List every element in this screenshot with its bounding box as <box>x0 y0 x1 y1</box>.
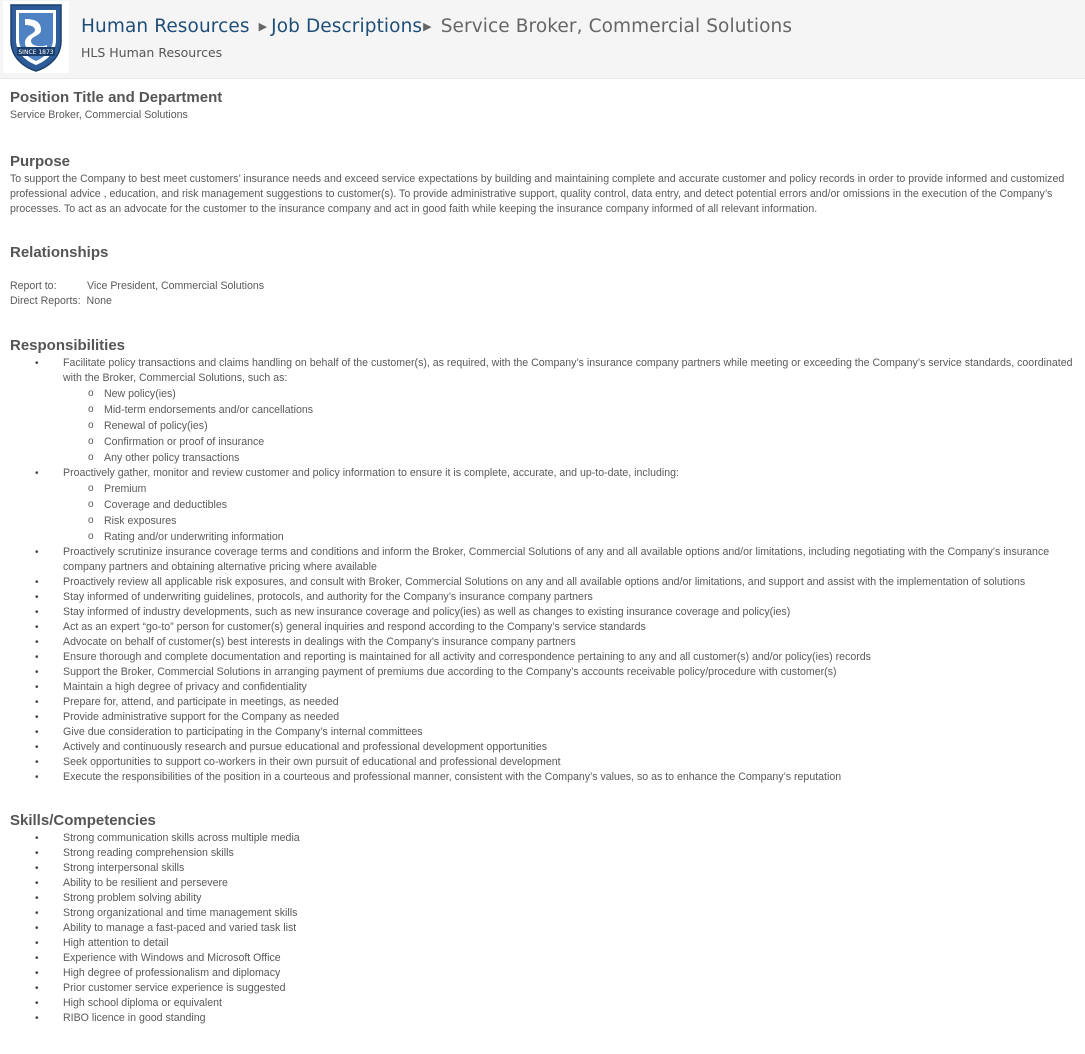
bullet-icon: • <box>35 893 39 904</box>
responsibility-text: Actively and continuously research and pursue educational and professional development opportunities <box>63 741 548 753</box>
responsibility-sublist <box>63 386 1082 466</box>
sub-bullet-icon: o <box>88 436 94 447</box>
bullet-icon: • <box>35 833 39 844</box>
bullet-icon: • <box>35 637 39 648</box>
skill-text: Experience with Windows and Microsoft Office <box>63 952 281 964</box>
responsibility-text: Proactively review all applicable risk exposures, and consult with Broker, Commercial Solutions on any and all available options and/or limitations, and support and assist with the implementation of solutions <box>63 576 1026 588</box>
skill-text: Prior customer service experience is suggested <box>63 982 286 994</box>
bullet-icon: • <box>35 878 39 889</box>
relationships-section-title: Relationships <box>10 244 109 261</box>
responsibility-item <box>10 466 1082 545</box>
direct-reports-row <box>10 294 1082 309</box>
responsibility-item <box>10 545 1082 575</box>
responsibilities-section-title: Responsibilities <box>10 337 126 354</box>
bullet-icon: • <box>35 953 39 964</box>
skill-text: Strong problem solving ability <box>63 892 202 904</box>
bullet-icon: • <box>35 938 39 949</box>
company-logo[interactable] <box>3 1 69 73</box>
responsibility-subitem-text: Confirmation or proof of insurance <box>104 436 265 448</box>
skill-item <box>10 1011 1082 1026</box>
responsibility-item <box>10 755 1082 770</box>
responsibility-item <box>10 665 1082 680</box>
bullet-icon: • <box>35 908 39 919</box>
bullet-icon: • <box>35 592 39 603</box>
responsibilities-list <box>10 356 1082 785</box>
responsibility-subitem <box>63 434 1082 450</box>
responsibility-item <box>10 770 1082 785</box>
skill-item <box>10 951 1082 966</box>
sub-bullet-icon: o <box>88 404 94 415</box>
bullet-icon: • <box>35 358 39 369</box>
responsibility-subitem <box>63 529 1082 545</box>
responsibility-text: Act as an expert “go-to” person for customer(s) general inquiries and respond according to the Company’s service standards <box>63 621 646 633</box>
responsibility-subitem <box>63 418 1082 434</box>
skill-text: Ability to be resilient and persevere <box>63 877 228 889</box>
sub-bullet-icon: o <box>88 499 94 510</box>
breadcrumb-arrow-icon: ▶ <box>423 20 432 33</box>
bullet-icon: • <box>35 863 39 874</box>
skills-section-title: Skills/Competencies <box>10 812 156 829</box>
responsibility-subitem <box>63 402 1082 418</box>
bullet-icon: • <box>35 983 39 994</box>
responsibility-subitem-text: Rating and/or underwriting information <box>104 531 284 543</box>
skill-item <box>10 846 1082 861</box>
responsibility-text: Give due consideration to participating in the Company’s internal committees <box>63 726 423 738</box>
responsibility-subitem-text: Mid-term endorsements and/or cancellations <box>104 404 314 416</box>
sub-bullet-icon: o <box>88 515 94 526</box>
bullet-icon: • <box>35 712 39 723</box>
report-to-label: Report to: <box>10 280 57 292</box>
responsibility-subitem-text: New policy(ies) <box>104 388 176 400</box>
skill-text: High school diploma or equivalent <box>63 997 222 1009</box>
responsibility-text: Prepare for, attend, and participate in meetings, as needed <box>63 696 339 708</box>
skill-item <box>10 966 1082 981</box>
responsibility-subitem <box>63 386 1082 402</box>
direct-reports-label: Direct Reports: <box>10 295 81 307</box>
sub-bullet-icon: o <box>88 420 94 431</box>
skill-item <box>10 936 1082 951</box>
bullet-icon: • <box>35 757 39 768</box>
bullet-icon: • <box>35 622 39 633</box>
responsibility-text: Advocate on behalf of customer(s) best interests in dealings with the Company’s insurance company partners <box>63 636 576 648</box>
responsibility-item <box>10 590 1082 605</box>
responsibility-sublist <box>63 481 1082 545</box>
skill-text: Strong reading comprehension skills <box>63 847 234 859</box>
logo-text: SINCE 1873 <box>18 49 54 56</box>
breadcrumb <box>81 16 792 37</box>
responsibility-text: Stay informed of underwriting guidelines, protocols, and authority for the Company’s insurance company partners <box>63 591 593 603</box>
direct-reports-value: None <box>86 295 112 307</box>
purpose-section-title: Purpose <box>10 153 71 170</box>
responsibility-item <box>10 635 1082 650</box>
bullet-icon: • <box>35 577 39 588</box>
sub-bullet-icon: o <box>88 388 94 399</box>
responsibility-text: Support the Broker, Commercial Solutions in arranging payment of premiums due according to the Company’s accounts receivable policy/procedure with customer(s) <box>63 666 837 678</box>
responsibility-subitem <box>63 481 1082 497</box>
responsibility-text: Facilitate policy transactions and claims handling on behalf of the customer(s), as required, with the Company’s insurance company partners while meeting or exceeding the Company’s service standards, coordinated with the Broker, Commercial Solutions, such as: <box>63 357 1073 384</box>
skill-item <box>10 891 1082 906</box>
skill-text: Strong communication skills across multiple media <box>63 832 300 844</box>
job-description-content <box>10 88 1082 1026</box>
bullet-icon: • <box>35 607 39 618</box>
bullet-icon: • <box>35 727 39 738</box>
skill-item <box>10 906 1082 921</box>
responsibility-subitem <box>63 513 1082 529</box>
bullet-icon: • <box>35 468 39 479</box>
responsibility-text: Proactively scrutinize insurance coverage terms and conditions and inform the Broker, Commercial Solutions of any and all available options and/or limitations, including negotiating with the Company’s insurance company partners and obtaining alternative pricing where available <box>63 546 1050 573</box>
responsibility-item <box>10 620 1082 635</box>
breadcrumb-arrow-icon: ▶ <box>258 20 268 33</box>
responsibility-subitem-text: Coverage and deductibles <box>104 499 228 511</box>
responsibility-item <box>10 725 1082 740</box>
bullet-icon: • <box>35 742 39 753</box>
responsibility-text: Ensure thorough and complete documentation and reporting is maintained for all activity and correspondence pertaining to any and all customer(s) and/or policy(ies) records <box>63 651 871 663</box>
skill-item <box>10 831 1082 846</box>
responsibility-text: Execute the responsibilities of the position in a courteous and professional manner, consistent with the Company’s values, so as to enhance the Company’s reputation <box>63 771 842 783</box>
responsibility-subitem-text: Any other policy transactions <box>104 452 240 464</box>
responsibility-subitem-text: Renewal of policy(ies) <box>104 420 208 432</box>
shield-logo-icon <box>7 3 65 73</box>
sub-bullet-icon: o <box>88 531 94 542</box>
skill-text: High attention to detail <box>63 937 169 949</box>
position-title-value: Service Broker, Commercial Solutions <box>10 109 188 121</box>
skills-list <box>10 831 1082 1026</box>
report-to-value: Vice President, Commercial Solutions <box>87 280 265 292</box>
sub-bullet-icon: o <box>88 452 94 463</box>
breadcrumb-job-descriptions[interactable]: Job Descriptions <box>271 16 423 37</box>
responsibility-item <box>10 650 1082 665</box>
responsibility-item <box>10 695 1082 710</box>
site-subtitle: HLS Human Resources <box>81 45 223 60</box>
bullet-icon: • <box>35 697 39 708</box>
bullet-icon: • <box>35 652 39 663</box>
bullet-icon: • <box>35 1013 39 1024</box>
responsibility-text: Proactively gather, monitor and review customer and policy information to ensure it is complete, accurate, and up-to-date, including: <box>63 467 679 479</box>
bullet-icon: • <box>35 998 39 1009</box>
responsibility-subitem <box>63 497 1082 513</box>
bullet-icon: • <box>35 923 39 934</box>
breadcrumb-current-page: Service Broker, Commercial Solutions <box>440 16 793 37</box>
bullet-icon: • <box>35 547 39 558</box>
skill-text: Strong interpersonal skills <box>63 862 185 874</box>
breadcrumb-human-resources[interactable]: Human Resources <box>81 16 250 37</box>
bullet-icon: • <box>35 667 39 678</box>
skill-text: Ability to manage a fast-paced and varied task list <box>63 922 297 934</box>
responsibility-item <box>10 575 1082 590</box>
skill-item <box>10 981 1082 996</box>
responsibility-text: Stay informed of industry developments, such as new insurance coverage and policy(ies) as well as changes to existing insurance coverage and policy(ies) <box>63 606 791 618</box>
responsibility-text: Provide administrative support for the Company as needed <box>63 711 340 723</box>
skill-text: RIBO licence in good standing <box>63 1012 206 1024</box>
skill-item <box>10 876 1082 891</box>
bullet-icon: • <box>35 968 39 979</box>
purpose-text: To support the Company to best meet customers’ insurance needs and exceed service expectations by building and maintaining complete and accurate customer and policy records in order to provide informed and customized professional advice , education, and risk management suggestions to customer(s). To provide administrative support, quality control, data entry, and detect potential errors and/or omissions in the execution of the Company’s processes. To act as an advocate for the customer to the insurance company and act in good faith while keeping the insurance company informed of all relevant information. <box>10 173 1065 215</box>
responsibility-text: Maintain a high degree of privacy and confidentiality <box>63 681 307 693</box>
responsibility-item <box>10 680 1082 695</box>
responsibility-item <box>10 605 1082 620</box>
skill-item <box>10 861 1082 876</box>
bullet-icon: • <box>35 772 39 783</box>
position-section-title: Position Title and Department <box>10 89 223 106</box>
report-to-row <box>10 279 1082 294</box>
skill-item <box>10 996 1082 1011</box>
skill-item <box>10 921 1082 936</box>
bullet-icon: • <box>35 682 39 693</box>
responsibility-item <box>10 710 1082 725</box>
page-header <box>0 0 1085 79</box>
responsibility-item <box>10 740 1082 755</box>
responsibility-subitem-text: Risk exposures <box>104 515 177 527</box>
bullet-icon: • <box>35 848 39 859</box>
responsibility-subitem-text: Premium <box>104 483 147 495</box>
responsibility-subitem <box>63 450 1082 466</box>
sub-bullet-icon: o <box>88 483 94 494</box>
responsibility-text: Seek opportunities to support co-workers in their own pursuit of educational and professional development <box>63 756 561 768</box>
skill-text: High degree of professionalism and diplomacy <box>63 967 281 979</box>
skill-text: Strong organizational and time management skills <box>63 907 298 919</box>
responsibility-item <box>10 356 1082 466</box>
